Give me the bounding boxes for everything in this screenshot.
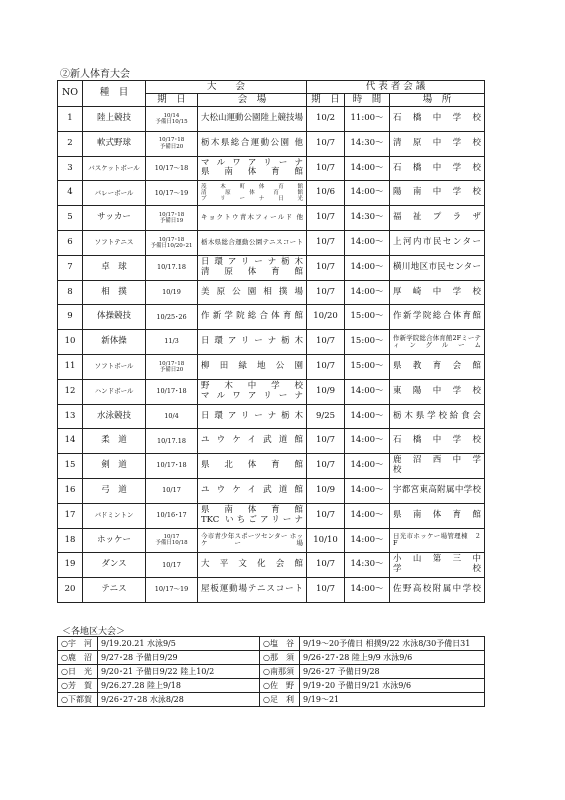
row-meeting-time: 14:00～ xyxy=(345,429,390,454)
header-meeting-place: 場 所 xyxy=(390,94,485,107)
row-dates: 10/17 xyxy=(146,478,198,503)
row-no: 11 xyxy=(58,354,83,379)
row-dates: 10/17～19 xyxy=(146,181,198,206)
row-venue: 作新学院総合体育館 xyxy=(198,305,307,330)
row-dates: 10/17･18 xyxy=(146,379,198,404)
row-meeting-date: 10/7 xyxy=(307,131,345,156)
region-row xyxy=(58,665,485,679)
table-row xyxy=(58,553,485,578)
row-meeting-place: 東 陽 中 学 校 xyxy=(390,379,485,404)
row-meeting-date: 10/7 xyxy=(307,354,345,379)
row-meeting-time: 14:00～ xyxy=(345,379,390,404)
row-meeting-date: 10/10 xyxy=(307,528,345,553)
table-row xyxy=(58,305,485,330)
row-meeting-date: 10/7 xyxy=(307,503,345,528)
header-no: NO xyxy=(58,81,83,107)
row-meeting-time: 11:00～ xyxy=(345,107,390,132)
region-name: ○下都賀 xyxy=(58,693,98,707)
row-meeting-place: 厚 崎 中 学 校 xyxy=(390,280,485,305)
row-meeting-time: 14:00～ xyxy=(345,503,390,528)
row-dates: 10/17 xyxy=(146,553,198,578)
row-meeting-place: 栃木県学校給食会 xyxy=(390,404,485,429)
region-info: 9/19･20 予備日9/21 水泳9/6 xyxy=(300,679,485,693)
table-row xyxy=(58,131,485,156)
row-venue: ユウケイ武道館 xyxy=(198,429,307,454)
row-meeting-place: 横川地区市民センター xyxy=(390,255,485,280)
header-dates: 期 日 xyxy=(146,94,198,107)
table-row xyxy=(58,280,485,305)
table-row xyxy=(58,454,485,479)
row-meeting-place: 石 橋 中 学 校 xyxy=(390,156,485,181)
row-dates: 10/25･26 xyxy=(146,305,198,330)
table-row xyxy=(58,578,485,603)
row-no: 10 xyxy=(58,330,83,355)
row-dates: 10/19 xyxy=(146,280,198,305)
row-no: 12 xyxy=(58,379,83,404)
row-venue: 屋板運動場テニスコート xyxy=(198,578,307,603)
row-meeting-time: 15:00～ xyxy=(345,354,390,379)
row-venue: 柳田緑地公園 xyxy=(198,354,307,379)
row-sport: ダンス xyxy=(83,553,146,578)
table-row xyxy=(58,330,485,355)
region-name: ○足 利 xyxy=(260,693,300,707)
region-name: ○日 光 xyxy=(58,665,98,679)
row-no: 2 xyxy=(58,131,83,156)
row-venue: 栃木県総合運動公園 他 xyxy=(198,131,307,156)
row-meeting-time: 14:00～ xyxy=(345,156,390,181)
row-meeting-time: 15:00～ xyxy=(345,330,390,355)
row-dates: 10/14 予備日10/15 xyxy=(146,107,198,132)
region-info: 9/26･27･28 陸上9/9 水泳9/6 xyxy=(300,651,485,665)
table-row xyxy=(58,528,485,553)
row-meeting-place: 石 橋 中 学 校 xyxy=(390,429,485,454)
row-sport: 剣 道 xyxy=(83,454,146,479)
row-sport: ソフトボール xyxy=(83,354,146,379)
row-meeting-time: 14:00～ xyxy=(345,578,390,603)
row-meeting-date: 9/25 xyxy=(307,404,345,429)
row-sport: 水泳競技 xyxy=(83,404,146,429)
row-dates: 10/17 予備日10/18 xyxy=(146,528,198,553)
row-meeting-date: 10/7 xyxy=(307,330,345,355)
row-dates: 10/17･18 予備日19 xyxy=(146,206,198,231)
table-row xyxy=(58,156,485,181)
table-row xyxy=(58,478,485,503)
row-sport: バレーボール xyxy=(83,181,146,206)
row-meeting-place: 日光市ホッケー場管理棟 ２ F xyxy=(390,528,485,553)
row-sport: 新体操 xyxy=(83,330,146,355)
row-meeting-time: 14:00～ xyxy=(345,478,390,503)
row-dates: 10/16･17 xyxy=(146,503,198,528)
row-no: 17 xyxy=(58,503,83,528)
row-sport: テニス xyxy=(83,578,146,603)
row-no: 8 xyxy=(58,280,83,305)
row-no: 9 xyxy=(58,305,83,330)
row-venue: 日環アリーナ栃木 xyxy=(198,330,307,355)
row-sport: 柔 道 xyxy=(83,429,146,454)
row-venue: キョクトウ青木フィールド 他 xyxy=(198,206,307,231)
header-meeting-time: 時 間 xyxy=(345,94,390,107)
region-name: ○佐 野 xyxy=(260,679,300,693)
row-meeting-date: 10/7 xyxy=(307,280,345,305)
row-meeting-place: 鹿 沼 西 中 学 校 xyxy=(390,454,485,479)
table-row xyxy=(58,181,485,206)
row-dates: 10/17･18 予備日10/20･21 xyxy=(146,230,198,255)
row-dates: 10/17～19 xyxy=(146,578,198,603)
row-meeting-place: 陽 南 中 学 校 xyxy=(390,181,485,206)
row-meeting-place: 福 祉 プ ラ ザ xyxy=(390,206,485,231)
region-name: ○宇 河 xyxy=(58,637,98,651)
row-venue: 今市青少年スポーツセンター ホッケー 場 xyxy=(198,528,307,553)
row-meeting-date: 10/7 xyxy=(307,454,345,479)
header-event: 大 会 xyxy=(146,81,307,94)
row-meeting-time: 14:00～ xyxy=(345,181,390,206)
row-venue: マルワアリーナ 県南体育館 xyxy=(198,156,307,181)
row-meeting-date: 10/9 xyxy=(307,478,345,503)
table-row xyxy=(58,354,485,379)
table-row xyxy=(58,107,485,132)
row-meeting-time: 14:00～ xyxy=(345,230,390,255)
row-meeting-place: 佐野高校附属中学校 xyxy=(390,578,485,603)
events-table xyxy=(57,80,490,603)
row-meeting-date: 10/7 xyxy=(307,206,345,231)
header-venue: 会 場 xyxy=(198,94,307,107)
row-no: 5 xyxy=(58,206,83,231)
section-title: ②新人体育大会 xyxy=(60,69,130,80)
table-row xyxy=(58,503,485,528)
header-meeting: 代 表 者 会 議 xyxy=(307,81,485,94)
row-venue: 茂木町体育館 清原体育館 ブリーナ日光 xyxy=(198,181,307,206)
row-no: 7 xyxy=(58,255,83,280)
region-name: ○南那須 xyxy=(260,665,300,679)
row-dates: 10/17～18 xyxy=(146,156,198,181)
row-meeting-place: 県 南 体 育 館 xyxy=(390,503,485,528)
row-meeting-time: 14:30～ xyxy=(345,131,390,156)
header-sport: 種 目 xyxy=(83,81,146,107)
region-name: ○芳 賀 xyxy=(58,679,98,693)
table-row xyxy=(58,206,485,231)
row-no: 1 xyxy=(58,107,83,132)
row-dates: 11/3 xyxy=(146,330,198,355)
row-sport: 陸上競技 xyxy=(83,107,146,132)
row-dates: 10/17･18 予備日20 xyxy=(146,354,198,379)
row-meeting-date: 10/20 xyxy=(307,305,345,330)
row-meeting-time: 15:00～ xyxy=(345,305,390,330)
row-meeting-date: 10/7 xyxy=(307,230,345,255)
row-meeting-date: 10/6 xyxy=(307,181,345,206)
row-meeting-time: 14:00～ xyxy=(345,255,390,280)
row-no: 19 xyxy=(58,553,83,578)
table-row xyxy=(58,230,485,255)
row-no: 3 xyxy=(58,156,83,181)
row-no: 15 xyxy=(58,454,83,479)
row-sport: サッカー xyxy=(83,206,146,231)
table-row xyxy=(58,429,485,454)
row-meeting-time: 14:00～ xyxy=(345,528,390,553)
row-sport: 弓 道 xyxy=(83,478,146,503)
row-sport: ハンドボール xyxy=(83,379,146,404)
row-dates: 10/17.18 xyxy=(146,429,198,454)
table-row xyxy=(58,255,485,280)
row-venue: 日環アリーナ栃木 xyxy=(198,404,307,429)
row-no: 13 xyxy=(58,404,83,429)
row-meeting-place: 県 教 育 会 館 xyxy=(390,354,485,379)
row-venue: 日環アリーナ栃木 清原体育館 xyxy=(198,255,307,280)
row-sport: 相 撲 xyxy=(83,280,146,305)
row-sport: ホッケー xyxy=(83,528,146,553)
row-venue: 野木中学校 マルワアリーナ xyxy=(198,379,307,404)
regions-title: ＜各地区大会＞ xyxy=(62,627,126,637)
row-venue: 大松山運動公園陸上競技場 xyxy=(198,107,307,132)
row-meeting-place: 清 原 中 学 校 xyxy=(390,131,485,156)
row-meeting-date: 10/7 xyxy=(307,578,345,603)
region-name: ○塩 谷 xyxy=(260,637,300,651)
row-no: 18 xyxy=(58,528,83,553)
region-info: 9/20･21 予備日9/22 陸上10/2 xyxy=(98,665,260,679)
row-meeting-date: 10/9 xyxy=(307,379,345,404)
row-meeting-time: 14:00～ xyxy=(345,404,390,429)
row-meeting-date: 10/7 xyxy=(307,255,345,280)
row-sport: 軟式野球 xyxy=(83,131,146,156)
row-sport: バドミントン xyxy=(83,503,146,528)
row-meeting-time: 14:00～ xyxy=(345,454,390,479)
region-row xyxy=(58,637,485,651)
row-no: 20 xyxy=(58,578,83,603)
region-info: 9/19.20.21 水泳9/5 xyxy=(98,637,260,651)
region-info: 9/26･27･28 水泳8/28 xyxy=(98,693,260,707)
region-info: 9/26･27 予備日9/28 xyxy=(300,665,485,679)
row-no: 6 xyxy=(58,230,83,255)
region-name: ○那 須 xyxy=(260,651,300,665)
row-sport: ソフトテニス xyxy=(83,230,146,255)
region-info: 9/19～20予備日 相撲9/22 水泳8/30予備日31 xyxy=(300,637,485,651)
row-sport: 体操競技 xyxy=(83,305,146,330)
row-venue: 県北体育館 xyxy=(198,454,307,479)
row-meeting-place: 上河内市民センター xyxy=(390,230,485,255)
table-row xyxy=(58,379,485,404)
region-info: 9/19～21 xyxy=(300,693,485,707)
table-row xyxy=(58,404,485,429)
row-venue: 栃木県総合運動公園テニスコート xyxy=(198,230,307,255)
row-no: 16 xyxy=(58,478,83,503)
region-info: 9/27･28 予備日9/29 xyxy=(98,651,260,665)
row-meeting-time: 14:30～ xyxy=(345,206,390,231)
region-info: 9/26.27.28 陸上9/18 xyxy=(98,679,260,693)
row-meeting-date: 10/7 xyxy=(307,553,345,578)
row-no: 4 xyxy=(58,181,83,206)
row-meeting-time: 14:00～ xyxy=(345,280,390,305)
regions-table xyxy=(57,636,485,707)
row-meeting-place: 作新学院総合体育館 xyxy=(390,305,485,330)
row-dates: 10/17･18 xyxy=(146,454,198,479)
row-meeting-place: 作新学院総合体育館2Fミーティングルーム xyxy=(390,330,485,355)
region-name: ○鹿 沼 xyxy=(58,651,98,665)
row-dates: 10/17.18 xyxy=(146,255,198,280)
row-meeting-date: 10/2 xyxy=(307,107,345,132)
row-no: 14 xyxy=(58,429,83,454)
header-meeting-date: 期 日 xyxy=(307,94,345,107)
row-meeting-time: 14:30～ xyxy=(345,553,390,578)
row-meeting-date: 10/7 xyxy=(307,429,345,454)
row-venue: 県南体育館 TKC いちごアリーナ xyxy=(198,503,307,528)
row-meeting-place: 小 山 第 三 中 学 校 xyxy=(390,553,485,578)
region-row xyxy=(58,693,485,707)
region-row xyxy=(58,651,485,665)
region-row xyxy=(58,679,485,693)
row-meeting-place: 宇都宮東高附属中学校 xyxy=(390,478,485,503)
row-dates: 10/17･18 予備日20 xyxy=(146,131,198,156)
row-meeting-date: 10/7 xyxy=(307,156,345,181)
row-meeting-place: 石 橋 中 学 校 xyxy=(390,107,485,132)
row-sport: 卓 球 xyxy=(83,255,146,280)
row-venue: 大平文化会館 xyxy=(198,553,307,578)
row-sport: バスケットボール xyxy=(83,156,146,181)
row-venue: 美原公園相撲場 xyxy=(198,280,307,305)
row-dates: 10/4 xyxy=(146,404,198,429)
row-venue: ユウケイ武道館 xyxy=(198,478,307,503)
